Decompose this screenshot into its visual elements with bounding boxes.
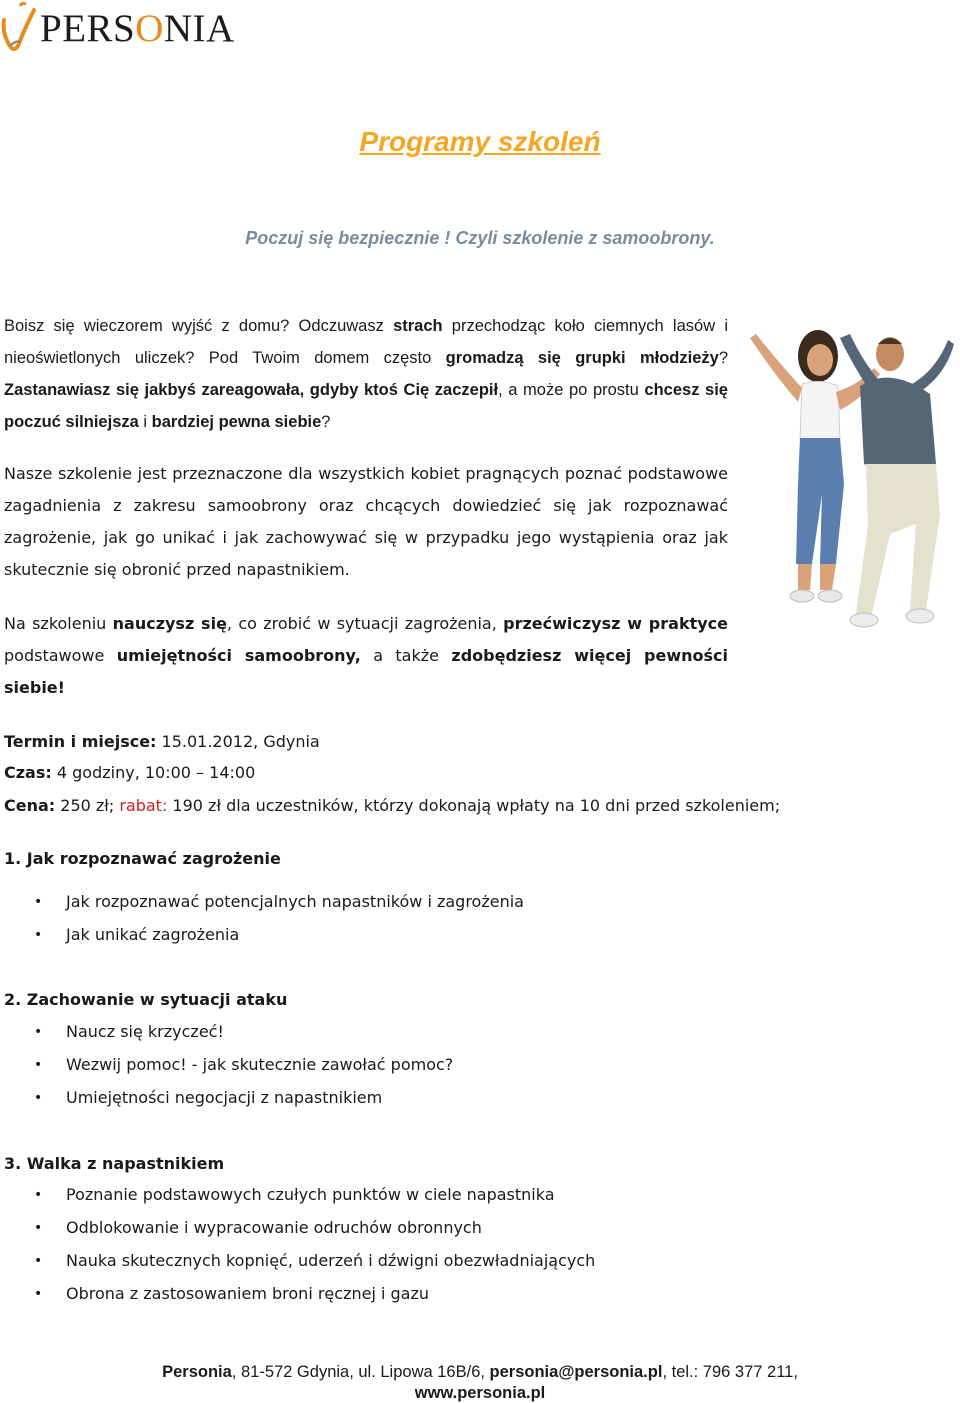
- list-item: • Odblokowanie i wypracowanie odruchów obronnych: [0, 1218, 595, 1251]
- logo-wordmark: PERSONIA: [40, 7, 235, 50]
- list-item: • Jak unikać zagrożenia: [0, 925, 524, 958]
- list-item: • Obrona z zastosowaniem broni ręcznej i gazu: [0, 1284, 595, 1317]
- section-heading: 3. Walka z napastnikiem: [4, 1154, 225, 1173]
- list-item: • Umiejętności negocjacji z napastnikiem: [0, 1088, 453, 1121]
- page-title: Programy szkoleń: [359, 126, 601, 157]
- section-heading: 1. Jak rozpoznawać zagrożenie: [4, 849, 281, 868]
- footer-website-link[interactable]: www.personia.pl: [414, 1384, 546, 1402]
- footer-contact: Personia, 81-572 Gdynia, ul. Lipowa 16B/6, personia@personia.pl, tel.: 796 377 211,: [162, 1363, 798, 1381]
- list-item: • Poznanie podstawowych czułych punktów w ciele napastnika: [0, 1185, 595, 1218]
- discount-label: rabat:: [119, 796, 168, 815]
- list-item: • Jak rozpoznawać potencjalnych napastników i zagrożenia: [0, 892, 524, 925]
- section-list: [0, 1185, 595, 1317]
- self-defense-photo: [740, 314, 958, 646]
- footer-email-link[interactable]: personia@personia.pl: [489, 1363, 663, 1381]
- page-subtitle: Poczuj się bezpiecznie ! Czyli szkolenie z samoobrony.: [245, 228, 715, 248]
- section-heading: 2. Zachowanie w sytuacji ataku: [4, 990, 288, 1009]
- personia-logo: [0, 0, 240, 56]
- list-item: • Wezwij pomoc! - jak skutecznie zawołać pomoc?: [0, 1055, 453, 1088]
- term-line: Termin i miejsce: 15.01.2012, Gdynia: [4, 732, 320, 751]
- description-paragraph: Nasze szkolenie jest przeznaczone dla wszystkich kobiet pragnących poznać podstawowe zagadnienia z zakresu samoobrony oraz chcących dowiedzieć się jak rozpoznawać zagrożenie, jak go unikać i jak zachowywać się w przypadku jego wystąpienia oraz jak skutecznie się obronić przed napastnikiem.: [4, 464, 728, 579]
- intro-paragraph: Boisz się wieczorem wyjść z domu? Odczuwasz strach przechodząc koło ciemnych lasów i nieoświetlonych uliczek? Pod Twoim domem często gromadzą się grupki młodzieży? Zastanawiasz się jakbyś zareagowała, gdyby ktoś Cię zaczepił, a może po prostu chcesz się poczuć silniejsza i bardziej pewna siebie?: [4, 317, 728, 431]
- checkmark-icon: [0, 0, 40, 56]
- duration-line: Czas: 4 godziny, 10:00 – 14:00: [4, 763, 256, 782]
- list-item: • Nauka skutecznych kopnięć, uderzeń i dźwigni obezwładniających: [0, 1251, 595, 1284]
- price-line: Cena: 250 zł; rabat: 190 zł dla uczestników, którzy dokonają wpłaty na 10 dni przed szkoleniem;: [4, 796, 781, 815]
- section-list: [0, 892, 524, 958]
- benefits-paragraph: Na szkoleniu nauczysz się, co zrobić w sytuacji zagrożenia, przećwiczysz w praktyce podstawowe umiejętności samoobrony, a także zdobędziesz więcej pewności siebie!: [4, 614, 729, 697]
- section-list: [0, 1022, 453, 1121]
- list-item: • Naucz się krzyczeć!: [0, 1022, 453, 1055]
